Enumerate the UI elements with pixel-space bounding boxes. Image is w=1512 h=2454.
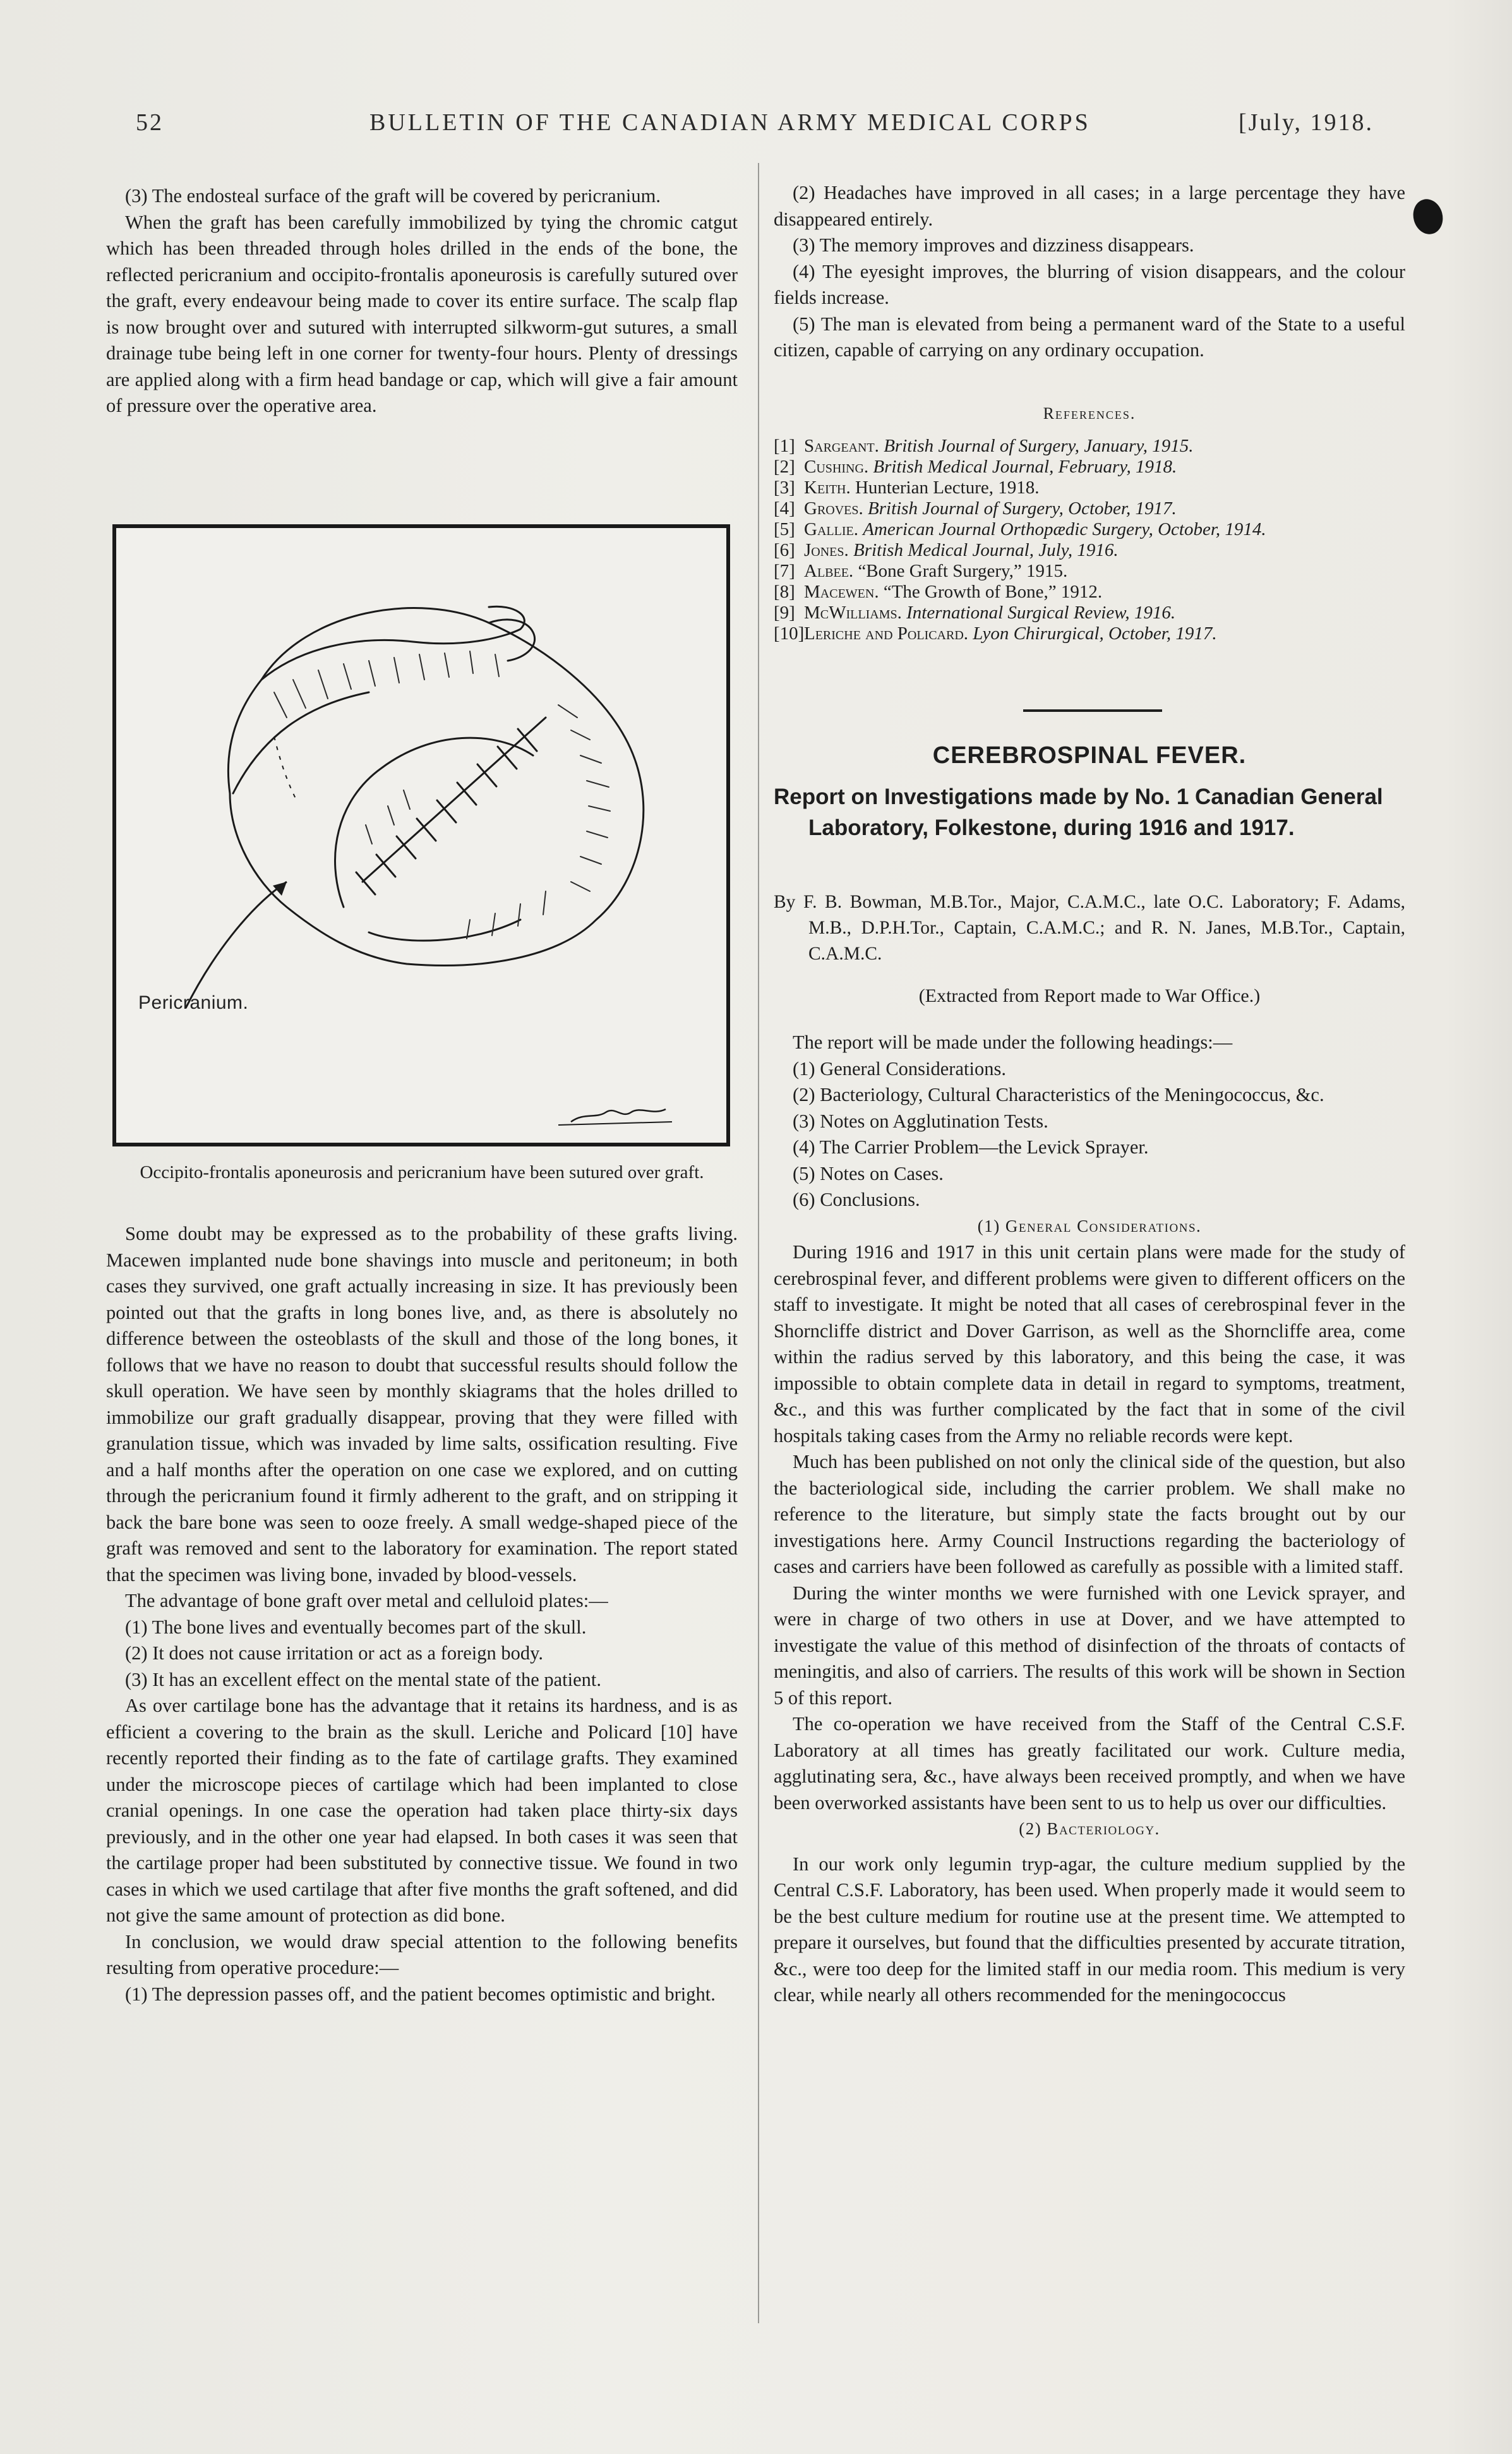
reference-number: [9] xyxy=(774,603,795,623)
paragraph: Some doubt may be expressed as to the probability of these grafts living. Macewen implanted nude bone shavings into muscle and peritoneum; in both cases they survived, one graft actually increasing in size. It has previously been pointed out that the grafts in long bones live, and, as there is absolutely no difference between the osteoblasts of the skull and those of the long bones, it follows that we have no reason to doubt that successful results should follow the skull operation. We have seen by monthly skiagrams that the holes drilled to immobilize our graft gradually disappear, proving that they were filled with granulation tissue, which was invaded by lime salts, ossification resulting. Five and a half months after the operation on one case we explored, and on cutting through the pericranium found it firmly adherent to the graft, and on stripping it back the bare bone was seen to ooze freely. A small wedge-shaped piece of the graft was removed and sent to the laboratory for examination. The report stated that the specimen was living bone, invaded by blood-vessels. xyxy=(106,1223,738,1585)
paragraph: In our work only legumin tryp-agar, the culture medium supplied by the Central C.S.F. Laboratory, has been used. When properly made it would seem to be the best culture medium for routine use at the present time. We attempted to prepare it ourselves, but found that the difficulties presented by accurate titration, &c., were too deep for the limited staff in our media room. This medium is very clear, while nearly all others recommended for the meningococcus xyxy=(774,1853,1405,2006)
reference-number: [3] xyxy=(774,478,795,498)
reference-number: [5] xyxy=(774,519,795,539)
article-title: CEREBROSPINAL FEVER. xyxy=(932,742,1247,769)
list-item: (4) The Carrier Problem—the Levick Sprayer. xyxy=(793,1136,1149,1158)
paragraph: During the winter months we were furnished with one Levick sprayer, and were in charge of two others in use at Dover, and we have attempted to investigate the value of this method of disinfection of the throats of contacts of meningitis, and also of carriers. The results of this work will be shown in Section 5 of this report. xyxy=(774,1582,1405,1709)
reference-source: American Journal Orthopædic Surgery, October, 1914. xyxy=(863,519,1266,539)
reference-item xyxy=(774,498,1405,519)
reference-author: Sargeant. xyxy=(804,436,879,456)
reference-number: [4] xyxy=(774,498,795,519)
reference-item xyxy=(774,623,1405,644)
right-column-main xyxy=(774,1030,1405,2009)
reference-item xyxy=(774,561,1405,582)
reference-source: Hunterian Lecture, 1918. xyxy=(855,478,1040,498)
list-item: (2) It does not cause irritation or act as a foreign body. xyxy=(125,1642,544,1664)
journal-title: BULLETIN OF THE CANADIAN ARMY MEDICAL CORPS xyxy=(369,109,1091,136)
reference-author: Gallie. xyxy=(804,519,858,539)
reference-item xyxy=(774,519,1405,540)
reference-number: [7] xyxy=(774,561,795,581)
left-column-main xyxy=(106,1221,738,2007)
section-heading: (2) Bacteriology. xyxy=(1019,1819,1160,1838)
article-authors: By F. B. Bowman, M.B.Tor., Major, C.A.M.C., late O.C. Laboratory; F. Adams, M.B., D.P.H.Tor., Captain, C.A.M.C.; and R. N. Janes, M.B.Tor., Captain, C.A.M.C. xyxy=(774,892,1405,964)
surgical-illustration xyxy=(112,524,730,1146)
reference-author: Cushing. xyxy=(804,457,869,477)
list-item: (2) Headaches have improved in all cases; in a large percentage they have disappeared entirely. xyxy=(774,182,1405,230)
issue-date: [July, 1918. xyxy=(1238,109,1374,136)
ink-blot xyxy=(1410,196,1447,238)
list-item: (2) Bacteriology, Cultural Characteristics of the Meningococcus, &c. xyxy=(793,1084,1324,1105)
right-column-top xyxy=(774,180,1405,364)
references-heading: References. xyxy=(1043,404,1136,423)
paragraph: As over cartilage bone has the advantage that it retains its hardness, and is as efficient a covering to the brain as the skull. Leriche and Policard [10] have recently reported their finding as to the fate of cartilage grafts. They examined under the microscope pieces of cartilage which had been implanted to close cranial openings. In one case the operation had taken place thirty-six days previously, and in the other one year had elapsed. In both cases it was seen that the cartilage proper had been substituted by connective tissue. We found in two cases in which we used cartilage that after five months the graft softened, and did not give the same amount of protection as did bone. xyxy=(106,1695,738,1926)
paragraph: The co-operation we have received from the Staff of the Central C.S.F. Laboratory at all times has greatly facilitated our work. Culture media, agglutinating sera, &c., have always been received promptly, and when we have been overworked assistants have been sent to us to help us over our difficulties. xyxy=(774,1713,1405,1813)
reference-number: [2] xyxy=(774,457,795,477)
reference-item xyxy=(774,478,1405,498)
left-column-top xyxy=(106,183,738,419)
reference-source: British Journal of Surgery, October, 1917. xyxy=(868,498,1177,519)
paragraph: In conclusion, we would draw special attention to the following benefits resulting from operative procedure:— xyxy=(106,1930,738,1978)
paragraph: (3) The endosteal surface of the graft will be covered by pericranium. xyxy=(125,185,661,207)
reference-source: Lyon Chirurgical, October, 1917. xyxy=(973,623,1217,644)
reference-item xyxy=(774,603,1405,623)
paragraph: The advantage of bone graft over metal and celluloid plates:— xyxy=(125,1590,608,1611)
list-item: (3) It has an excellent effect on the mental state of the patient. xyxy=(125,1668,601,1690)
reference-author: Groves. xyxy=(804,498,863,519)
reference-number: [10] xyxy=(774,623,805,644)
references-list xyxy=(774,436,1405,644)
reference-source: International Surgical Review, 1916. xyxy=(906,603,1176,623)
paragraph: When the graft has been carefully immobilized by tying the chromic catgut which has been threaded through holes drilled in the ends of the bone, the reflected pericranium and occipito-frontalis aponeurosis is carefully sutured over the graft, every endeavour being made to cover its entire surface. The scalp flap is now brought over and sutured with interrupted silkworm-gut sutures, a small drainage tube being left in one corner for twenty-four hours. Plenty of dressings are applied along with a firm head bandage or cap, which will give a fair amount of pressure over the operative area. xyxy=(106,211,738,416)
figure-caption: Occipito-frontalis aponeurosis and pericranium have been sutured over graft. xyxy=(140,1162,704,1182)
reference-source: British Medical Journal, February, 1918. xyxy=(873,457,1177,477)
column-divider xyxy=(758,163,759,2323)
section-heading: (1) General Considerations. xyxy=(977,1216,1202,1236)
running-header xyxy=(136,109,1374,147)
paragraph: During 1916 and 1917 in this unit certain plans were made for the study of cerebrospinal fever, and different problems were given to different officers on the staff to investigate. It might be noted that all cases of cerebrospinal fever in the Shorncliffe district and Dover Garrison, as well as the Shorncliffe area, come within the radius served by this laboratory, and this being the case, it was impossible to obtain complete data in detail in regard to symptoms, treatment, &c., and this was further complicated by the fact that in some of the civil hospitals taking cases from the Army no reliable records were kept. xyxy=(774,1241,1405,1447)
reference-item xyxy=(774,540,1405,561)
page-edge-shadow xyxy=(1443,0,1512,2454)
paragraph: The report will be made under the following headings:— xyxy=(793,1032,1233,1053)
list-item: (1) The depression passes off, and the patient becomes optimistic and bright. xyxy=(125,1983,716,2005)
reference-author: Jones. xyxy=(804,540,849,560)
reference-item xyxy=(774,436,1405,457)
article-source-note: (Extracted from Report made to War Office.) xyxy=(918,985,1261,1006)
list-item: (5) The man is elevated from being a permanent ward of the State to a useful citizen, capable of carrying on any ordinary occupation. xyxy=(774,313,1405,361)
list-item: (1) The bone lives and eventually becomes part of the skull. xyxy=(125,1616,587,1638)
paragraph: Much has been published on not only the clinical side of the question, but also the bacteriological side, including the carrier problem. We shall make no reference to the literature, but simply state the facts brought out by our investigations here. Army Council Instructions regarding the bacteriology of cases and carriers have been followed as carefully as possible with a limited staff. xyxy=(774,1451,1405,1577)
reference-number: [1] xyxy=(774,436,795,456)
list-item: (1) General Considerations. xyxy=(793,1057,1006,1080)
reference-author: Leriche and Policard. xyxy=(804,623,969,644)
reference-source: British Journal of Surgery, January, 1915. xyxy=(884,436,1194,456)
list-item: (5) Notes on Cases. xyxy=(793,1162,944,1184)
article-subtitle: Report on Investigations made by No. 1 Canadian General Laboratory, Folkestone, during 1916 and 1917. xyxy=(774,785,1383,840)
reference-source: “Bone Graft Surgery,” 1915. xyxy=(858,561,1068,581)
list-item: (4) The eyesight improves, the blurring of vision disappears, and the colour fields increase. xyxy=(774,260,1405,308)
section-rule xyxy=(1023,709,1162,712)
list-item: (6) Conclusions. xyxy=(793,1189,920,1210)
reference-number: [6] xyxy=(774,540,795,560)
reference-number: [8] xyxy=(774,582,795,602)
reference-source: British Medical Journal, July, 1916. xyxy=(853,540,1119,560)
graft-drawing xyxy=(116,528,726,1143)
reference-author: McWilliams. xyxy=(804,603,902,623)
reference-author: Albee. xyxy=(804,561,854,581)
page-number: 52 xyxy=(136,109,164,136)
figure-label: Pericranium. xyxy=(138,992,249,1013)
reference-item xyxy=(774,582,1405,603)
reference-author: Macewen. xyxy=(804,582,879,602)
list-item: (3) The memory improves and dizziness disappears. xyxy=(793,234,1194,256)
list-item: (3) Notes on Agglutination Tests. xyxy=(793,1110,1048,1132)
reference-item xyxy=(774,457,1405,478)
reference-author: Keith. xyxy=(804,478,851,498)
reference-source: “The Growth of Bone,” 1912. xyxy=(883,582,1103,602)
